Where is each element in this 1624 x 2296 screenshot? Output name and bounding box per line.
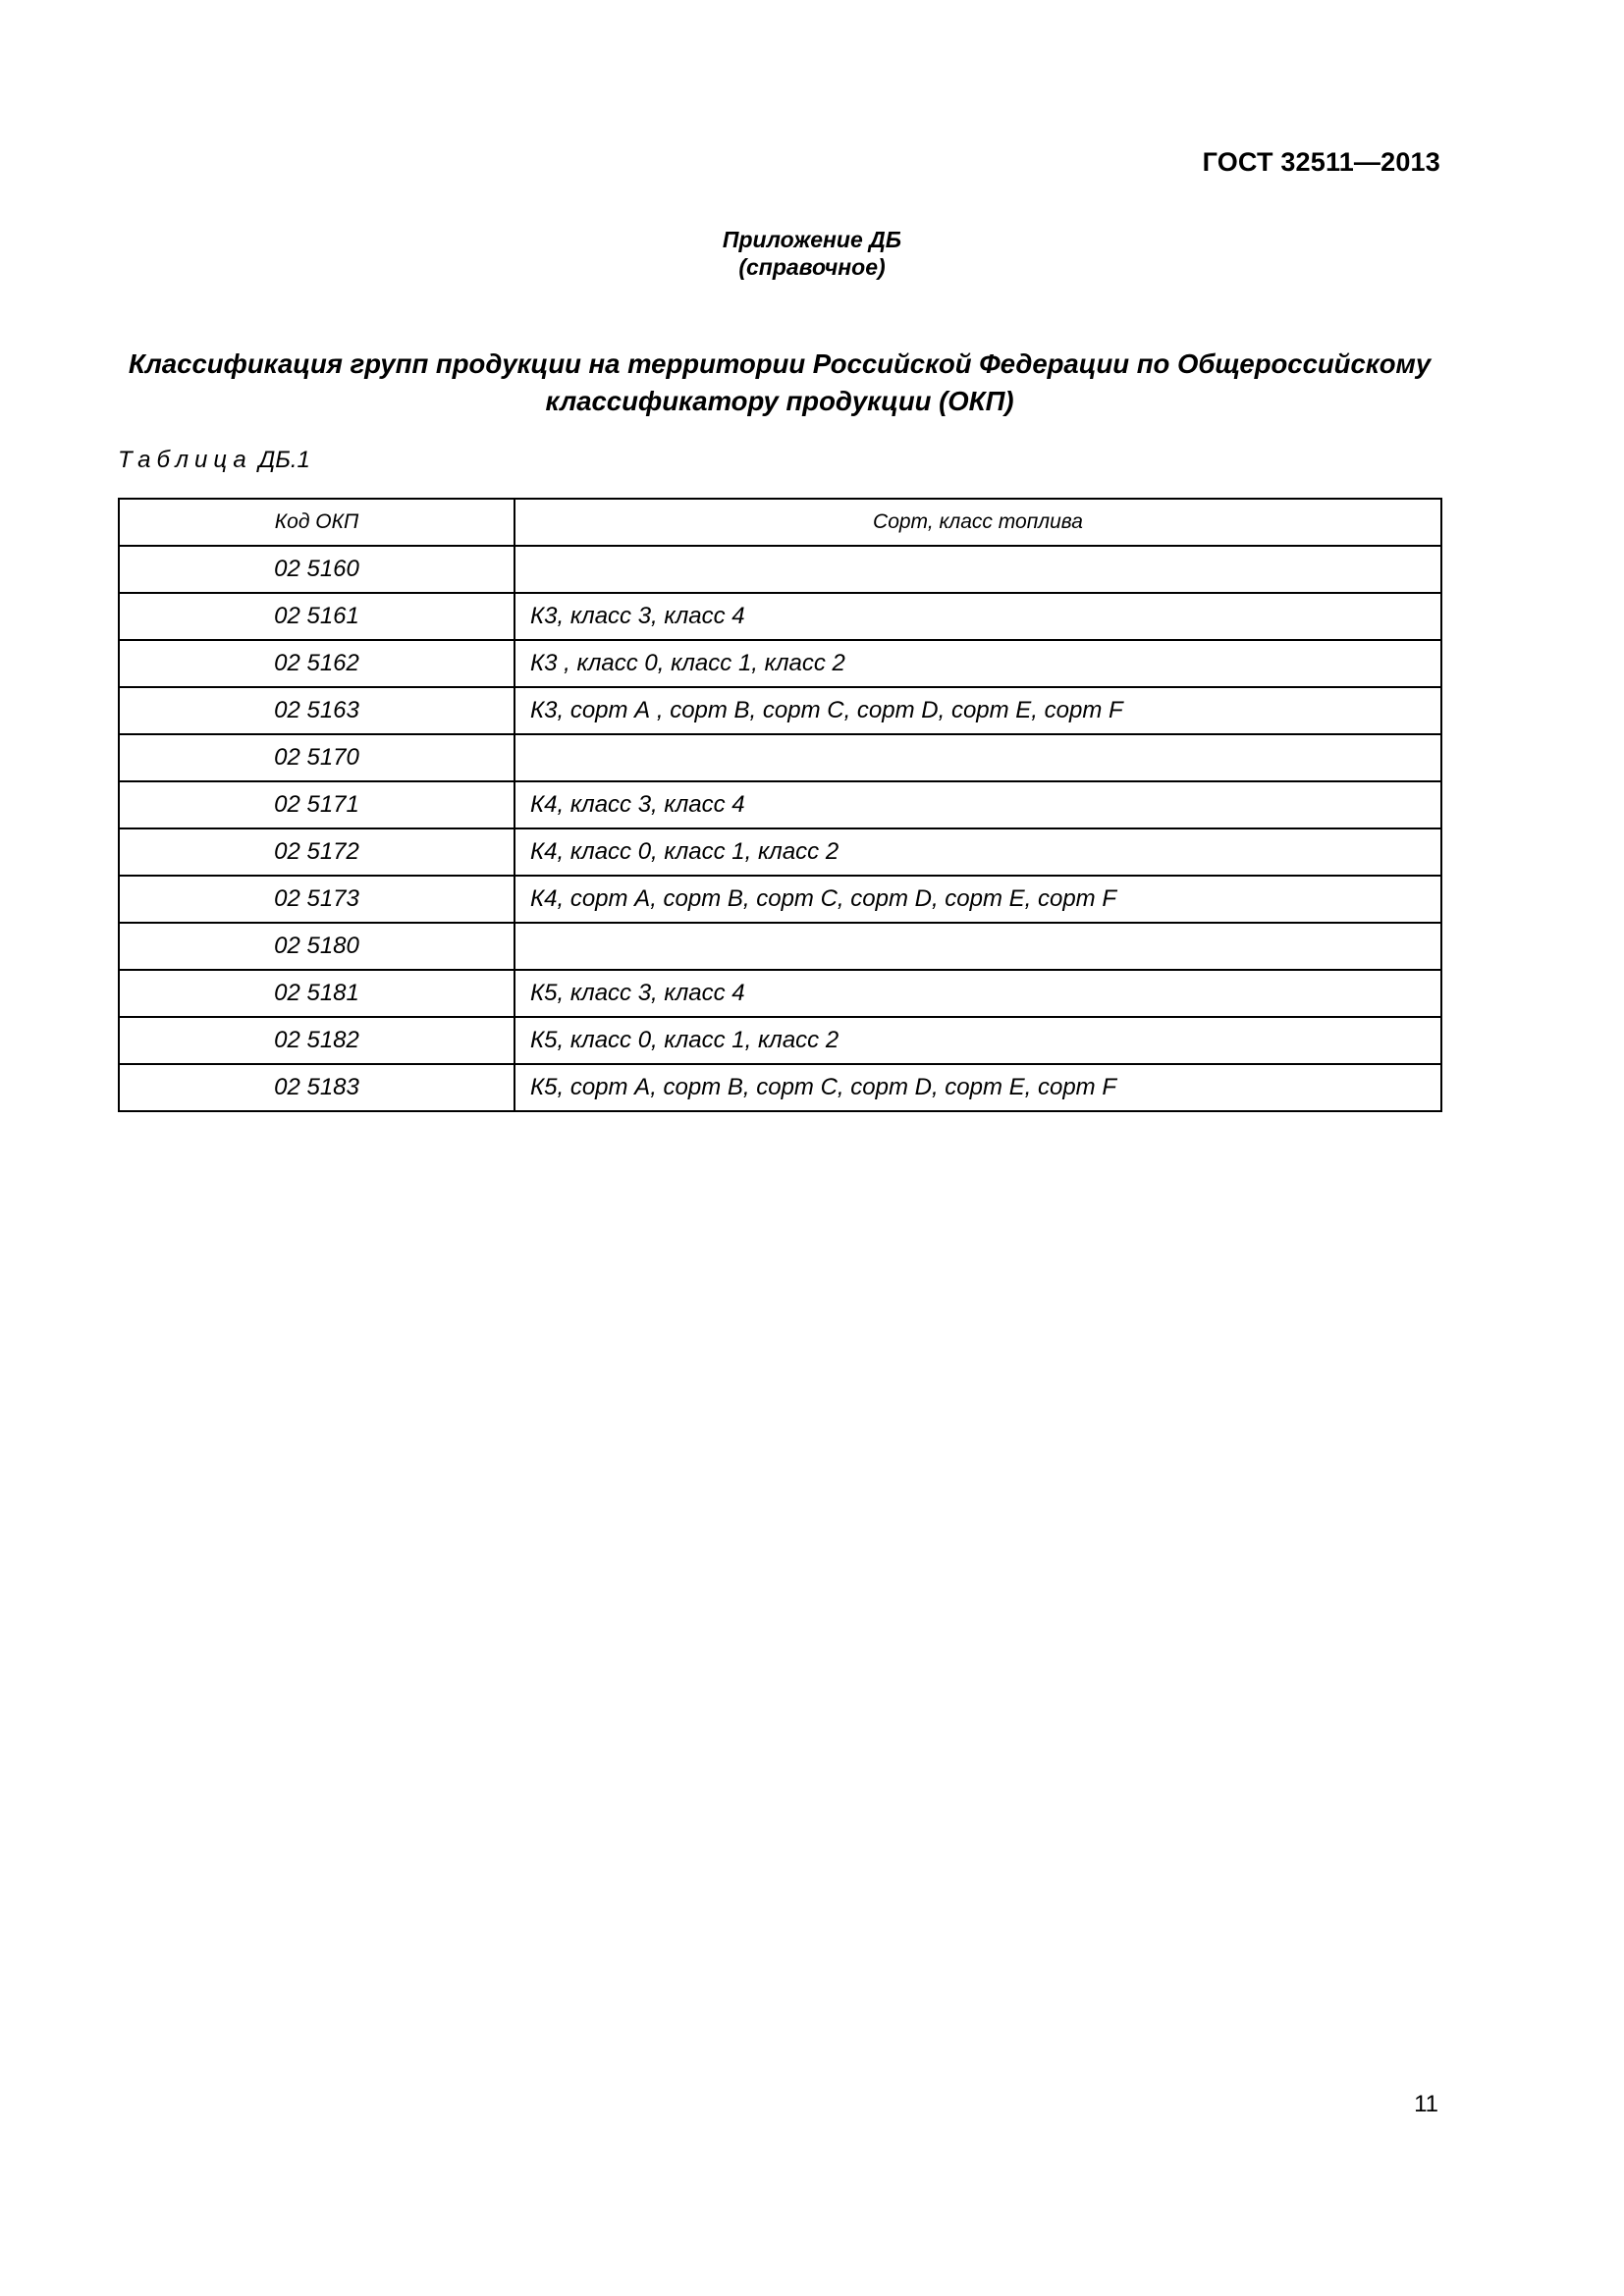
page-number: 11: [1414, 2091, 1438, 2117]
fuel-grade-cell: К5, сорт А, сорт В, сорт С, сорт D, сорт Е, сорт F: [514, 1064, 1441, 1111]
table-caption: [118, 447, 310, 474]
fuel-grade-cell: К5, класс 3, класс 4: [514, 970, 1441, 1017]
okp-code-cell: 02 5162: [119, 640, 514, 687]
document-title-line-2: классификатору продукции (ОКП): [545, 386, 1014, 416]
table-row: [119, 923, 1441, 970]
table-row: [119, 970, 1441, 1017]
table-row: [119, 1017, 1441, 1064]
table-row: [119, 687, 1441, 734]
okp-code-cell: 02 5171: [119, 781, 514, 828]
okp-code-cell: 02 5170: [119, 734, 514, 781]
okp-code-cell: 02 5173: [119, 876, 514, 923]
table-row: [119, 781, 1441, 828]
document-title-line-1: Классификация групп продукции на территории Российской Федерации по Общероссийскому: [128, 348, 1432, 379]
table-header-row: [119, 499, 1441, 546]
table-row: [119, 734, 1441, 781]
fuel-grade-cell: К4, класс 3, класс 4: [514, 781, 1441, 828]
table-row: [119, 828, 1441, 876]
okp-code-cell: 02 5161: [119, 593, 514, 640]
table-row: [119, 1064, 1441, 1111]
fuel-grade-cell: К5, класс 0, класс 1, класс 2: [514, 1017, 1441, 1064]
header-fuel-grade: Сорт, класс топлива: [514, 499, 1441, 546]
appendix-heading: [0, 226, 1624, 281]
okp-code-cell: 02 5181: [119, 970, 514, 1017]
okp-code-cell: 02 5182: [119, 1017, 514, 1064]
appendix-subtitle: (справочное): [738, 254, 886, 280]
fuel-grade-cell: [514, 734, 1441, 781]
table-row: [119, 876, 1441, 923]
fuel-grade-cell: К3, сорт А , сорт В, сорт С, сорт D, сорт Е, сорт F: [514, 687, 1441, 734]
fuel-grade-cell: К4, сорт А, сорт В, сорт С, сорт D, сорт Е, сорт F: [514, 876, 1441, 923]
table-row: [119, 593, 1441, 640]
okp-code-cell: 02 5172: [119, 828, 514, 876]
fuel-grade-cell: [514, 546, 1441, 593]
okp-code-cell: 02 5180: [119, 923, 514, 970]
okp-code-cell: 02 5163: [119, 687, 514, 734]
header-okp-code: Код ОКП: [119, 499, 514, 546]
standard-number: ГОСТ 32511—2013: [1202, 147, 1440, 177]
okp-code-cell: 02 5183: [119, 1064, 514, 1111]
table-row: [119, 546, 1441, 593]
okp-classification-table: [118, 498, 1442, 1112]
table-caption-id: ДБ.1: [258, 447, 310, 473]
document-title: [118, 346, 1441, 420]
fuel-grade-cell: К3, класс 3, класс 4: [514, 593, 1441, 640]
fuel-grade-cell: [514, 923, 1441, 970]
okp-code-cell: 02 5160: [119, 546, 514, 593]
table-caption-word: Таблица: [118, 447, 252, 473]
table-row: [119, 640, 1441, 687]
fuel-grade-cell: К3 , класс 0, класс 1, класс 2: [514, 640, 1441, 687]
appendix-title: Приложение ДБ: [722, 227, 902, 252]
fuel-grade-cell: К4, класс 0, класс 1, класс 2: [514, 828, 1441, 876]
